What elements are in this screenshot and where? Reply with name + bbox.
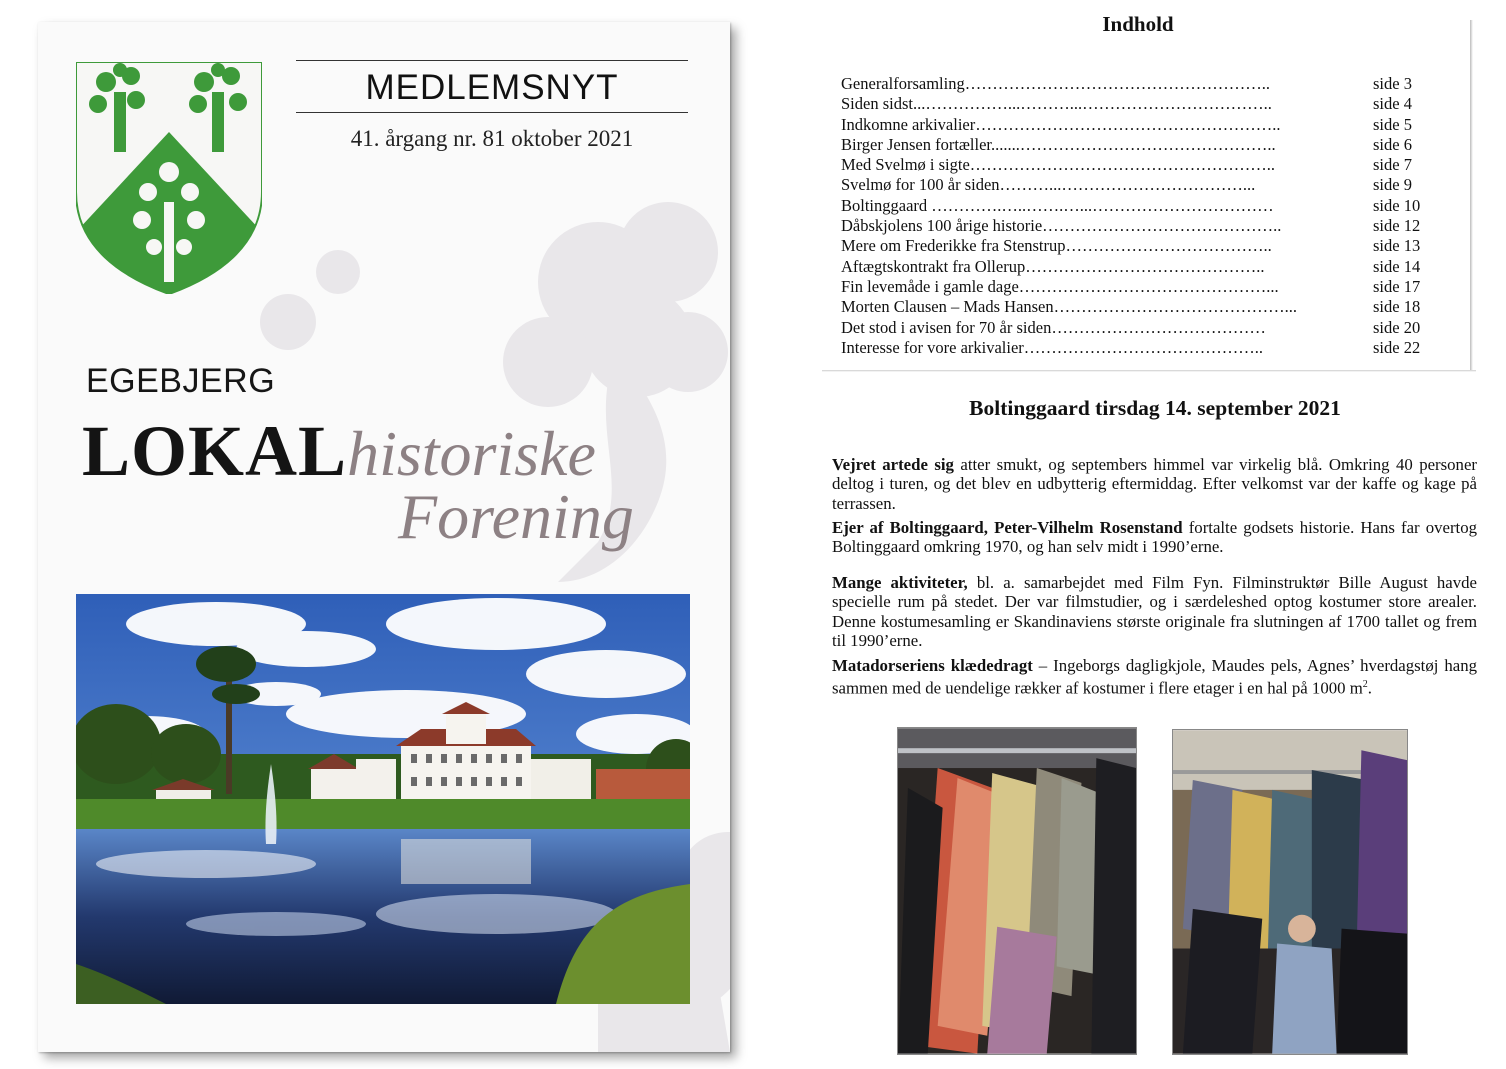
toc-item [841,135,1431,155]
page-divider [822,370,1476,372]
paragraph-text: fortalte godsets historie. Hans far overtog Boltinggaard omkring 1970, og han selv midt i 1990’erne. [832,518,1477,557]
toc-item-page: side 3 [1373,74,1412,93]
paragraph-text: – Ingeborgs dagligkjole, Maudes pels, Agnes’ hverdagstøj hang sammen med de uendelige rækker af kostumer i flere etager i en hal på 1000 m [832,656,1477,698]
toc-item-page: side 10 [1373,195,1421,215]
toc-item [841,216,1431,236]
toc-item [841,318,1431,338]
toc-item-title: Birger Jensen fortæller.......……………………………………….. [841,134,1276,154]
article-paragraph-1 [832,455,1477,513]
paragraph-end: . [1367,679,1372,698]
toc-item-title: Siden sidst...……………...………...…………………………….. [841,94,1272,114]
toc-item [841,155,1431,175]
cover-photo-manor [76,594,690,1004]
org-name-historiske: historiske [347,418,596,489]
toc-item-title: Morten Clausen – Mads Hansen……………………………………... [841,297,1298,317]
toc-item [841,115,1431,135]
toc-item [841,175,1431,195]
paragraph-lead: Mange aktiviteter, [832,573,968,592]
masthead-title: MEDLEMSNYT [365,68,619,107]
article-paragraph-3 [832,573,1477,651]
toc-item-title: Med Svelmø i sigte……………………………………………….. [841,155,1276,175]
paragraph-lead: Matadorseriens klædedragt [832,656,1033,675]
toc-item [841,257,1431,277]
toc-item-title: Generalforsamling……………………………………………….. [841,74,1270,93]
toc-item-page: side 20 [1373,317,1421,337]
toc-item-title: Aftægtskontrakt fra Ollerup…………………………………….. [841,256,1265,276]
coat-of-arms-icon [76,62,262,294]
paragraph-text: bl. a. samarbejdet med Film Fyn. Filminstruktør Bille August havde specielle rum på stedet. Der var filmstudier, og i særdeleshed optog kostumer store arealer. Denne kostumesamling er Skandinaviens største originale fra slutningen af 1700 tallet og frem til 1990’erne. [832,573,1477,651]
costume-hall-photo-2 [1172,729,1408,1055]
paragraph-text: atter smukt, og septembers himmel var virkelig blå. Omkring 40 personer deltog i turen, og det blev en udbytterig eftermiddag. Efter velkomst var der kaffe og kage på terrassen. [832,455,1477,513]
toc-item-page: side 22 [1373,337,1421,357]
toc-item-title: Svelmø for 100 år siden………...……………………………... [841,175,1256,195]
article-paragraph-2 [832,518,1477,557]
org-name-egebjerg: EGEBJERG [86,362,276,400]
toc-item [841,277,1431,297]
toc-item [841,297,1431,317]
issue-line: 41. årgang nr. 81 oktober 2021 [350,126,634,151]
toc-item-page: side 17 [1373,276,1421,296]
toc-item [841,236,1431,256]
toc-item-page: side 6 [1373,134,1412,154]
cover-page [38,22,730,1052]
superscript: 2 [1362,679,1368,691]
toc-item-title: Indkomne arkivalier……………………………………………….. [841,114,1281,134]
toc-item [841,338,1431,358]
toc-item-title: Det stod i avisen for 70 år siden………………………………… [841,317,1266,337]
table-of-contents [841,74,1431,358]
masthead-rule-bottom [296,112,688,113]
toc-item-title: Mere om Frederikke fra Stenstrup……………………………….. [841,236,1272,256]
toc-item-page: side 18 [1373,297,1421,317]
masthead-rule-top [296,60,688,61]
toc-item-page: side 7 [1373,155,1412,175]
toc-item-page: side 9 [1373,175,1412,195]
toc-item-title: Dåbskjolens 100 årige historie…………………………………….. [841,216,1282,236]
toc-item-page: side 14 [1373,256,1421,276]
toc-heading: Indhold [1102,12,1174,36]
toc-item-page: side 13 [1373,236,1421,256]
toc-item-title: Boltinggaard ………….…..…….…...…………………………… [841,195,1274,215]
toc-item [841,94,1431,114]
toc-item-title: Fin levemåde i gamle dage………………………………………... [841,276,1279,296]
paragraph-lead: Ejer af Boltinggaard, Peter-Vilhelm Rosenstand [832,518,1183,537]
toc-item-title: Interesse for vore arkivalier…………………………………….. [841,337,1264,357]
costume-rack-photo-1 [897,727,1137,1055]
toc-item [841,74,1431,94]
toc-item-page: side 12 [1373,216,1421,236]
toc-item-page: side 5 [1373,114,1412,134]
toc-item-page: side 4 [1373,94,1412,114]
paragraph-lead: Vejret artede sig [832,455,954,474]
org-name-lokal: LOKAL [82,411,348,491]
org-name-forening: Forening [398,481,634,552]
toc-item [841,196,1431,216]
page-edge-shadow [1470,20,1473,370]
article-title: Boltinggaard tirsdag 14. september 2021 [969,396,1341,420]
article-paragraph-4 [832,656,1477,698]
